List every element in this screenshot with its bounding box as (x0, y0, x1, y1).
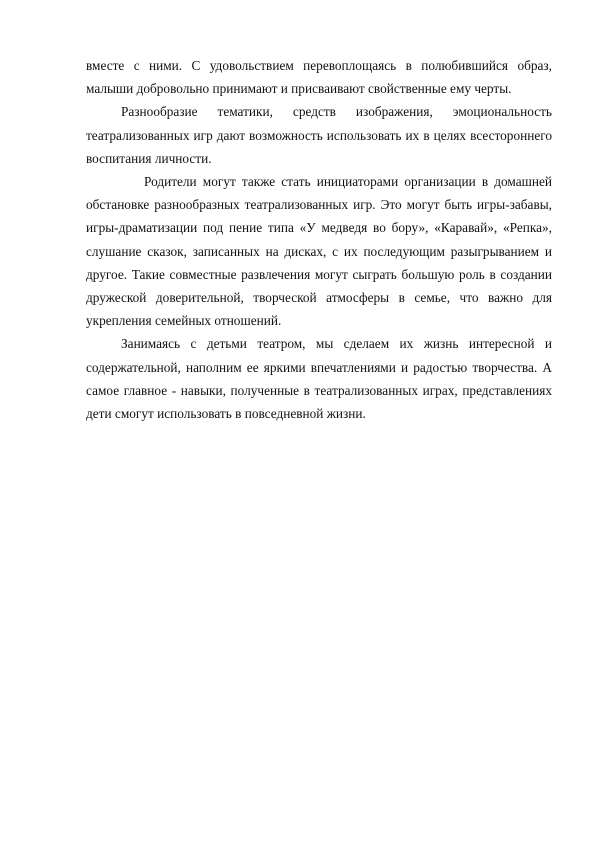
paragraph-conclusion: Занимаясь с детьми театром, мы сделаем их жизнь интересной и содержательной, наполним ее яркими впечатлениями и радостью творчества. А самое главное - навыки, полученные в театрализованных играх, представлениях дети смогут использовать в повседневной жизни. (86, 336, 552, 422)
paragraph-parents: Родители могут также стать инициаторами организации в домашней обстановке разнообразных театрализованных игр. Это могут быть игры-забавы, игры-драматизации под пение типа «У медведя во бору», «Каравай», «Репка», слушание сказок, записанных на дисках, с их последующим разыгрыванием и другое. Такие совместные развлечения могут сыграть большую роль в создании дружеской доверительной, творческой атмосферы в семье, что важно для укрепления семейных отношений. (86, 174, 552, 329)
paragraph-variety: Разнообразие тематики, средств изображения, эмоциональность театрализованных игр дают возможность использовать их в целях всестороннего воспитания личности. (86, 104, 552, 166)
document-body (86, 54, 552, 425)
paragraph-continuation: вместе с ними. С удовольствием перевоплощаясь в полюбившийся образ, малыши добровольно принимают и присваивают свойственные ему черты. (86, 58, 552, 97)
